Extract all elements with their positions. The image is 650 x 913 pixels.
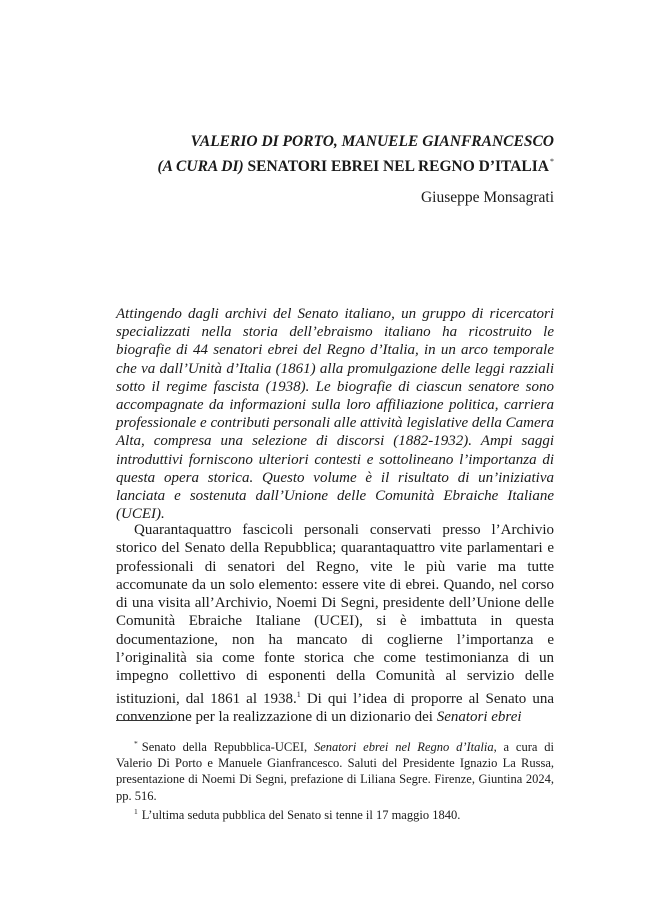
title-line-1: VALERIO DI PORTO, MANUELE GIANFRANCESCO — [190, 133, 554, 150]
footnote-star-text-2: , a cura di Valerio Di Porto e Manuele Gianfrancesco. Saluti del Presidente Ignazio La Russa, presentazione di Noemi Di Segni, prefazione di Liliana Segre. Firenze, Giuntina 2024, pp. 516. — [116, 740, 554, 803]
body-paragraph — [116, 521, 554, 726]
footnotes — [116, 736, 554, 823]
title-footnote-mark[interactable]: * — [550, 157, 554, 166]
body-text-part-2: Di qui l’idea di proporre al Senato una convenzione per la realizzazione di un dizionario dei — [116, 690, 554, 725]
footnote-1-text: L’ultima seduta pubblica del Senato si tenne il 17 maggio 1840. — [141, 807, 461, 822]
body-text-part-1: Quarantaquattro fascicoli personali conservati presso l’Archivio storico del Senato della Repubblica; quarantaquattro vite parlamentari e professionali di senatori del Regno, vite le più varie ma tutte accomunate da un solo elemento: essere vite di ebrei. Quando, nel corso di una visita all’Archivio, Noemi Di Segni, presidente dell’Unione delle Comunità Ebraiche Italiane (UCEI), si è imbattuta in questa documentazione, non ha mancato di coglierne l’importanza e l’originalità sia come fonte storica che come testimonianza di un impegno collettivo di esponenti della Comunità al servizio delle istituzioni, dal 1861 al 1938. — [116, 522, 554, 707]
body-text-italic: Senatori ebrei — [436, 708, 522, 725]
abstract: Attingendo dagli archivi del Senato italiano, un gruppo di ricercatori specializzati nella storia dell’ebraismo italiano ha ricostruito le biografie di 44 senatori ebrei del Regno d’Italia, in un arco temporale che va dall’Unità d’Italia (1861) alla promulgazione delle leggi razziali sotto il regime fascista (1938). Le biografie di ciascun senatore sono accompagnate da informazioni sulla loro affiliazione politica, carriera professionale e contributi personali alle attività legislative della Camera Alta, compresa una selezione di discorsi (1882-1932). Ampi saggi introduttivi forniscono ulteriori contesti e sottolineano l’importanza di questa opera storica. Questo volume è il risultato di un’iniziativa lanciata e sostenuta dall’Unione delle Comunità Ebraiche Italiane (UCEI). — [116, 306, 554, 523]
author-name: Giuseppe Monsagrati — [420, 189, 554, 206]
footnote-star-text-1: Senato della Repubblica-UCEI, — [141, 740, 314, 754]
footnote-ref-1[interactable]: 1 — [296, 689, 301, 699]
footnote-star-mark: * — [134, 739, 138, 748]
footnote-separator — [116, 720, 173, 721]
footnote-star — [116, 736, 554, 804]
footnote-1-mark: 1 — [134, 806, 138, 816]
footnote-star-title: Senatori ebrei nel Regno d’Italia — [313, 740, 494, 754]
footnote-1 — [116, 804, 554, 823]
title-editor-note: (A CURA DI) — [157, 158, 244, 175]
title-book-name: SENATORI EBREI NEL REGNO D’ITALIA — [243, 158, 549, 175]
title-line-2 — [116, 152, 554, 177]
article-title — [116, 132, 554, 177]
